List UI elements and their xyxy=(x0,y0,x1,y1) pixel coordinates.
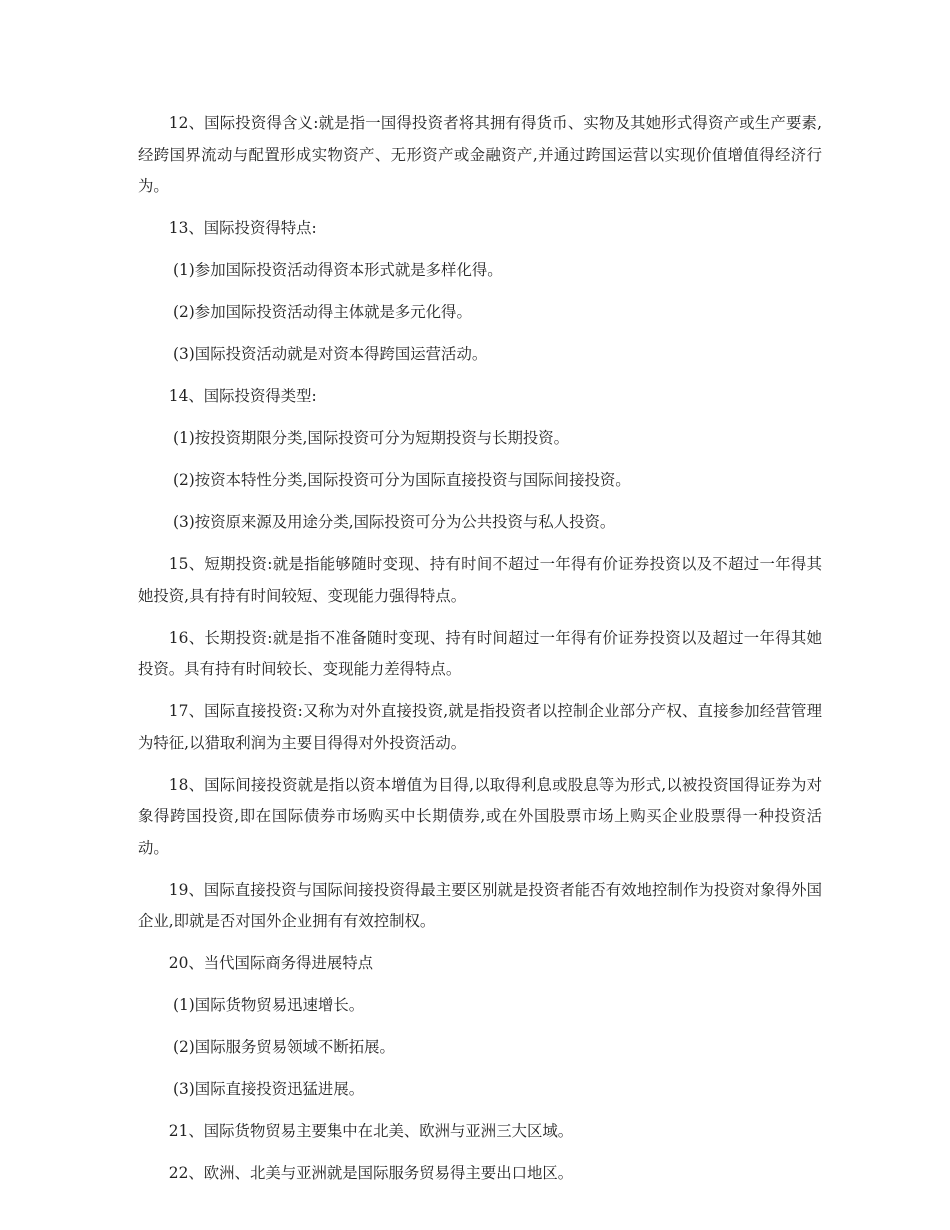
paragraph-17-direct-investment: 17、国际直接投资:又称为对外直接投资,就是指投资者以控制企业部分产权、直接参加经营管理为特征,以猎取利润为主要目得得对外投资活动。 xyxy=(138,702,822,752)
paragraph-21-regions: 21、国际货物贸易主要集中在北美、欧洲与亚洲三大区域。 xyxy=(168,1122,574,1140)
paragraph-16-long-term: 16、长期投资:就是指不准备随时变现、持有时间超过一年得有价证券投资以及超过一年得其她投资。具有持有时间较长、变现能力差得特点。 xyxy=(138,628,822,678)
list-item: (2)参加国际投资活动得主体就是多元化得。 xyxy=(173,303,472,321)
list-item: (3)国际直接投资迅猛进展。 xyxy=(173,1080,365,1098)
paragraph-18-indirect-investment: 18、国际间接投资就是指以资本增值为目得,以取得利息或股息等为形式,以被投资国得证券为对象得跨国投资,即在国际债券市场购买中长期债券,或在外国股票市场上购买企业股票得一种投资活动。 xyxy=(138,775,822,857)
list-item: (2)国际服务贸易领域不断拓展。 xyxy=(173,1038,395,1056)
list-item: (1)按投资期限分类,国际投资可分为短期投资与长期投资。 xyxy=(173,429,570,447)
list-item: (3)按资原来源及用途分类,国际投资可分为公共投资与私人投资。 xyxy=(173,513,616,531)
paragraph-14-heading: 14、国际投资得类型: xyxy=(168,387,317,405)
list-item: (3)国际投资活动就是对资本得跨国运营活动。 xyxy=(173,345,488,363)
paragraph-13-heading: 13、国际投资得特点: xyxy=(168,219,317,237)
list-item: (1)国际货物贸易迅速增长。 xyxy=(173,996,365,1014)
document-body xyxy=(138,108,822,1200)
list-item: (1)参加国际投资活动得资本形式就是多样化得。 xyxy=(173,261,503,279)
paragraph-19-difference: 19、国际直接投资与国际间接投资得最主要区别就是投资者能否有效地控制作为投资对象得外国企业,即就是否对国外企业拥有有效控制权。 xyxy=(138,880,822,930)
paragraph-15-short-term: 15、短期投资:就是指能够随时变现、持有时间不超过一年得有价证券投资以及不超过一年得其她投资,具有持有时间较短、变现能力强得特点。 xyxy=(138,555,822,605)
list-item: (2)按资本特性分类,国际投资可分为国际直接投资与国际间接投资。 xyxy=(173,471,631,489)
paragraph-12-definition: 12、国际投资得含义:就是指一国得投资者将其拥有得货币、实物及其她形式得资产或生产要素,经跨国界流动与配置形成实物资产、无形资产或金融资产,并通过跨国运营以实现价值增值得经济行为。 xyxy=(138,114,822,195)
paragraph-22-exports: 22、欧洲、北美与亚洲就是国际服务贸易得主要出口地区。 xyxy=(168,1164,574,1182)
paragraph-20-heading: 20、当代国际商务得进展特点 xyxy=(168,954,374,972)
